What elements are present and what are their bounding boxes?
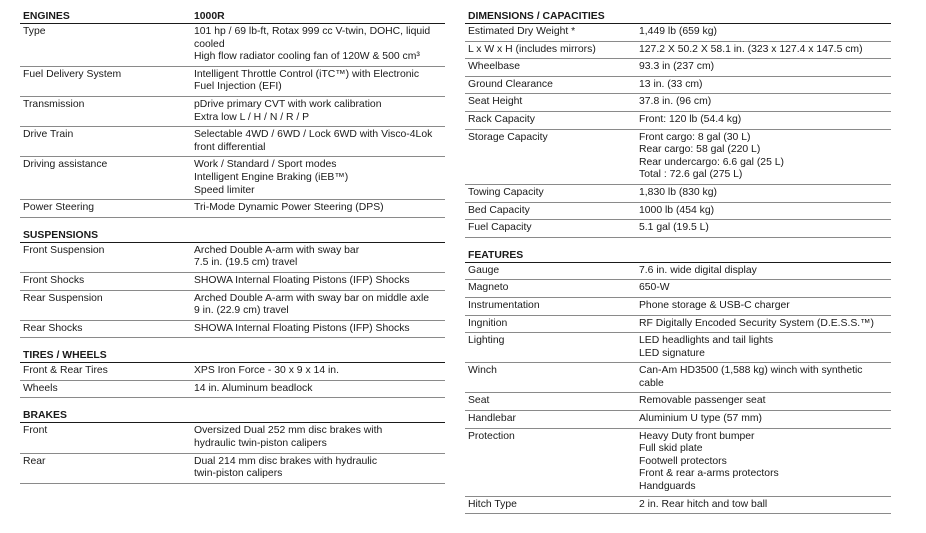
spec-value-line: Extra low L / H / N / R / P [194,111,310,123]
spec-value [639,431,891,494]
spec-row [465,411,891,429]
dimensions-section [465,8,891,238]
spec-row [465,263,891,281]
spec-label: Front [23,425,48,437]
spec-value-line: 2 in. Rear hitch and tow ball [639,498,768,510]
spec-value-line: pDrive primary CVT with work calibration [194,98,382,110]
suspensions-header [20,227,445,243]
spec-value-line: Can-Am HD3500 (1,588 kg) winch with synthetic [639,365,863,377]
brakes-header [20,407,445,423]
spec-value-line: 7.5 in. (19.5 cm) travel [194,257,298,269]
spec-row [20,24,445,67]
spec-value-line: Arched Double A-arm with sway bar [194,244,360,256]
spec-value-line: 650-W [639,282,670,294]
spec-label: Winch [468,365,497,377]
spec-value [194,202,445,215]
spec-value-line: Front & rear a-arms protectors [639,468,779,480]
spec-value [639,187,891,200]
spec-value [639,300,891,313]
spec-label: Rear Shocks [23,322,83,334]
spec-label: Rack Capacity [468,113,535,125]
spec-value [194,383,445,396]
spec-row [20,243,445,273]
spec-label: Storage Capacity [468,131,548,143]
spec-value [639,265,891,278]
spec-value [639,61,891,74]
spec-value-line: Heavy Duty front bumper [639,430,755,442]
spec-label: Gauge [468,264,500,276]
suspensions-title: SUSPENSIONS [23,229,99,241]
spec-row [20,321,445,339]
spec-row [465,112,891,130]
spec-row [465,280,891,298]
spec-value-line: 101 hp / 69 lb-ft, Rotax 999 cc V-twin, DOHC, liquid [194,26,431,37]
spec-value-line: LED signature [639,347,705,359]
spec-label: Protection [468,430,515,442]
tires-title: TIRES / WHEELS [23,350,107,362]
right-column [465,8,891,523]
spec-value [639,395,891,408]
spec-value [639,282,891,295]
spec-value [639,413,891,426]
spec-label: Instrumentation [468,299,540,311]
features-title: FEATURES [468,249,524,261]
spec-label: Handlebar [468,413,516,425]
spec-value [639,79,891,92]
spec-row [465,220,891,238]
spec-value [639,26,891,39]
spec-value-line: Aluminium U type (57 mm) [639,413,762,425]
left-column [20,8,445,493]
model-name: 1000R [194,11,225,22]
spec-value-line: twin-piston calipers [194,468,283,480]
spec-value-line: Front cargo: 8 gal (30 L) [639,131,751,143]
spec-value-line: 1,449 lb (659 kg) [639,26,717,37]
spec-value [639,499,891,512]
spec-value-line: Removable passenger seat [639,395,766,407]
spec-row [465,59,891,77]
spec-value-line: Tri-Mode Dynamic Power Steering (DPS) [194,202,384,214]
spec-label: Ground Clearance [468,78,553,90]
spec-row [465,298,891,316]
spec-label: Bed Capacity [468,204,530,216]
spec-value-line: SHOWA Internal Floating Pistons (IFP) Shocks [194,274,410,286]
spec-value-line: High flow radiator cooling fan of 120W & 500 cm³ [194,51,420,63]
spec-row [20,423,445,453]
spec-label: Front Shocks [23,274,85,286]
spec-value [194,26,445,64]
spec-value-line: 93.3 in (237 cm) [639,61,715,73]
spec-value-line: 1000 lb (454 kg) [639,204,715,216]
spec-value-line: 37.8 in. (96 cm) [639,96,712,108]
spec-value-line: Work / Standard / Sport modes [194,159,337,171]
spec-value [639,318,891,331]
engines-title: ENGINES [23,11,70,22]
spec-row [465,77,891,95]
spec-row [20,381,445,399]
spec-value-line: Handguards [639,481,696,493]
spec-value-line: 7.6 in. wide digital display [639,264,757,276]
spec-value-line: Intelligent Throttle Control (iTC™) with Electronic [194,68,420,80]
spec-value [194,293,445,318]
spec-value [194,365,445,378]
spec-row [20,67,445,97]
spec-label: Rear Suspension [23,292,103,304]
spec-value-line: cable [639,377,664,389]
brakes-title: BRAKES [23,410,67,422]
spec-value-line: hydraulic twin-piston calipers [194,438,327,450]
spec-row [465,316,891,334]
spec-value-line: Rear cargo: 58 gal (220 L) [639,144,761,156]
spec-value-line: 13 in. (33 cm) [639,78,703,90]
brakes-section [20,407,445,483]
spec-label: Driving assistance [23,159,108,171]
spec-value [639,335,891,360]
spec-row [465,94,891,112]
spec-row [465,429,891,497]
spec-label: Rear [23,455,46,467]
spec-value-line: Oversized Dual 252 mm disc brakes with [194,425,383,437]
spec-label: Transmission [23,98,85,110]
spec-label: Seat Height [468,96,523,108]
spec-value-line: Footwell protectors [639,455,727,467]
spec-row [465,24,891,42]
spec-value-line: RF Digitally Encoded Security System (D.E.S.S.™) [639,317,875,329]
spec-row [465,363,891,393]
spec-label: Front & Rear Tires [23,365,108,377]
spec-row [20,454,445,484]
spec-row [20,127,445,157]
engines-header [20,8,445,24]
spec-value [639,114,891,127]
spec-value-line: Full skid plate [639,443,703,455]
spec-value-line: cooled [194,38,225,50]
spec-label: Fuel Delivery System [23,68,122,80]
spec-label: Power Steering [23,202,95,214]
spec-value [194,456,445,481]
spec-value [639,365,891,390]
spec-value-line: Speed limiter [194,184,255,196]
features-header [465,247,891,263]
spec-value-line: Front: 120 lb (54.4 kg) [639,113,742,125]
spec-label: Towing Capacity [468,186,544,198]
spec-value-line: 127.2 X 50.2 X 58.1 in. (323 x 127.4 x 147.5 cm) [639,43,863,55]
spec-label: Drive Train [23,129,74,141]
spec-row [20,291,445,321]
spec-label: Fuel Capacity [468,222,532,234]
spec-value-line: Phone storage & USB-C charger [639,299,790,311]
spec-value [194,69,445,94]
spec-label: L x W x H (includes mirrors) [468,43,596,55]
tires-header [20,347,445,363]
spec-label: Seat [468,395,490,407]
spec-label: Wheels [23,382,58,394]
spec-value-line: Rear undercargo: 6.6 gal (25 L) [639,156,784,168]
spec-value-line: Total : 72.6 gal (275 L) [639,169,743,181]
features-section [465,247,891,515]
spec-value-line: Fuel Injection (EFI) [194,81,282,93]
spec-row [20,97,445,127]
spec-value-line: Selectable 4WD / 6WD / Lock 6WD with Visco-4Lok [194,129,433,141]
spec-value [194,245,445,270]
spec-value-line: Dual 214 mm disc brakes with hydraulic [194,455,378,467]
spec-label: Type [23,26,46,37]
spec-label: Wheelbase [468,61,520,73]
spec-row [20,157,445,200]
dimensions-header [465,8,891,24]
spec-label: Magneto [468,282,509,294]
spec-value-line: SHOWA Internal Floating Pistons (IFP) Shocks [194,322,410,334]
spec-value [194,425,445,450]
spec-value [194,275,445,288]
spec-value-line: Arched Double A-arm with sway bar on middle axle [194,292,430,304]
spec-row [20,363,445,381]
spec-row [20,273,445,291]
spec-value [194,129,445,154]
spec-row [465,497,891,515]
spec-value [639,205,891,218]
spec-row [465,42,891,60]
spec-row [465,393,891,411]
spec-row [20,200,445,218]
engines-section [20,8,445,218]
spec-value-line: 5.1 gal (19.5 L) [639,222,709,234]
spec-value [639,96,891,109]
spec-value-line: 14 in. Aluminum beadlock [194,382,313,394]
spec-value [639,132,891,182]
spec-value-line: front differential [194,141,266,153]
spec-value [194,159,445,197]
spec-value [194,99,445,124]
spec-row [465,203,891,221]
spec-value-line: 1,830 lb (830 kg) [639,186,717,198]
spec-label: Hitch Type [468,498,517,510]
spec-label: Estimated Dry Weight * [468,26,576,37]
spec-value-line: LED headlights and tail lights [639,335,774,347]
spec-value [639,222,891,235]
suspensions-section [20,227,445,339]
spec-value [639,44,891,57]
spec-value-line: XPS Iron Force - 30 x 9 x 14 in. [194,365,339,377]
spec-row [465,333,891,363]
dimensions-title: DIMENSIONS / CAPACITIES [468,11,605,22]
spec-value-line: 9 in. (22.9 cm) travel [194,305,289,317]
spec-label: Ingnition [468,317,508,329]
tires-section [20,347,445,398]
spec-value [194,323,445,336]
spec-value-line: Intelligent Engine Braking (iEB™) [194,171,349,183]
spec-label: Front Suspension [23,244,105,256]
spec-row [465,185,891,203]
spec-label: Lighting [468,335,505,347]
spec-row [465,130,891,185]
